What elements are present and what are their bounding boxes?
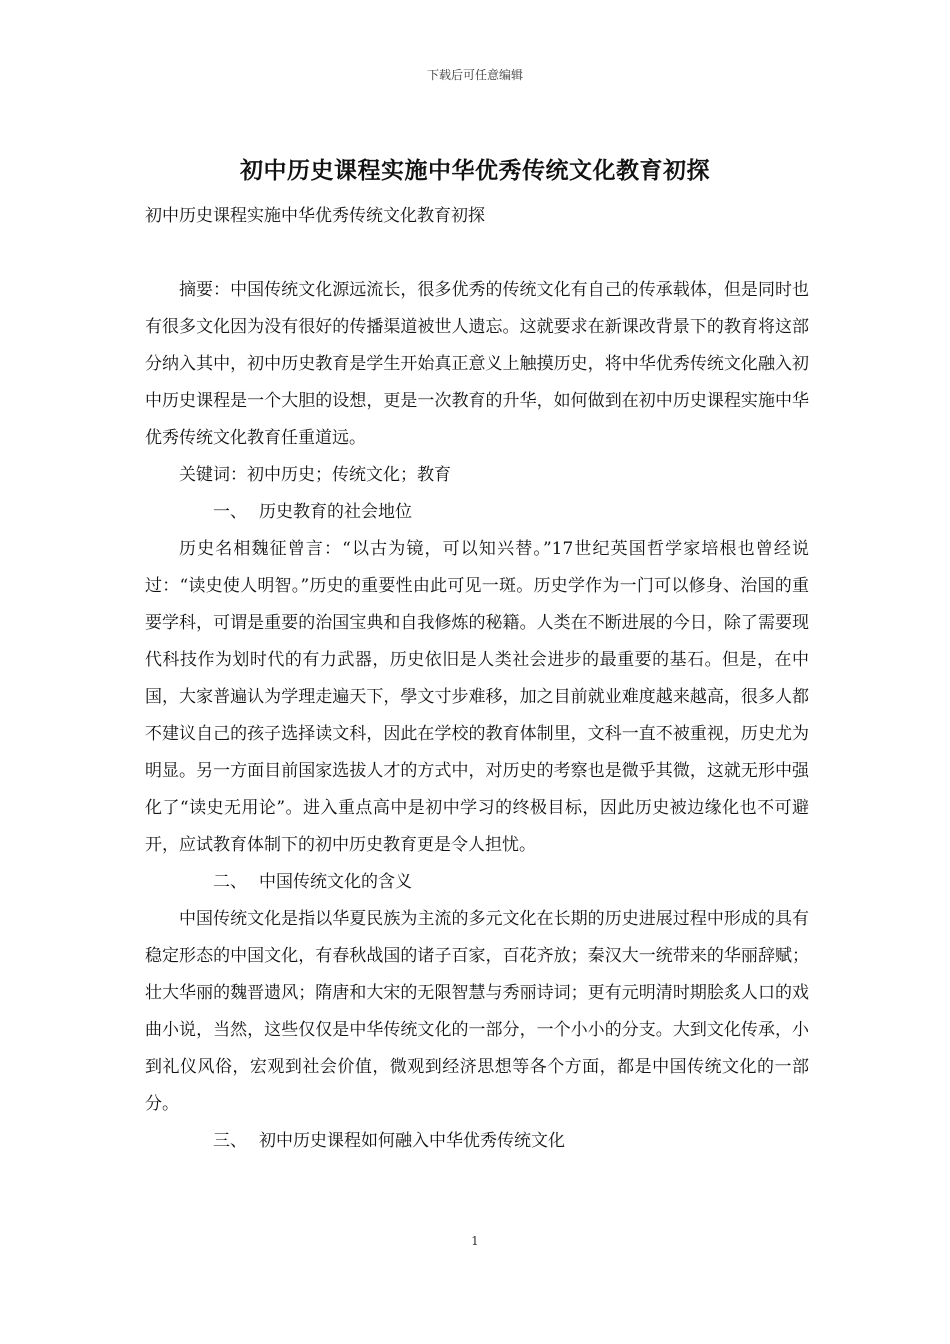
section-title: 中国传统文化的含义 — [259, 872, 412, 892]
page-number: 1 — [471, 1234, 479, 1248]
document-body — [145, 272, 809, 1160]
document-subtitle: 初中历史课程实施中华优秀传统文化教育初探 — [145, 206, 485, 226]
section-title: 历史教育的社会地位 — [259, 502, 412, 522]
document-title: 初中历史课程实施中华优秀传统文化教育初探 — [240, 157, 710, 184]
header-note: 下载后可任意编辑 — [426, 68, 523, 82]
abstract-paragraph: 摘要：中国传统文化源远流长，很多优秀的传统文化有自己的传承载体，但是同时也有很多文化因为没有很好的传播渠道被世人遗忘。这就要求在新课改背景下的教育将这部分纳入其中，初中历史教育是学生开始真正意义上触摸历史，将中华优秀传统文化融入初中历史课程是一个大胆的设想，更是一次教育的升华，如何做到在初中历史课程实施中华优秀传统文化教育任重道远。 — [145, 280, 809, 448]
section-heading-1 — [145, 494, 809, 531]
section-number: 三、 — [213, 1131, 247, 1151]
section-paragraph-1: 历史名相魏征曾言：“以古为镜，可以知兴替。”17世纪英国哲学家培根也曾经说过：“读史使人明智。”历史的重要性由此可见一斑。历史学作为一门可以修身、治国的重要学科，可谓是重要的治国宝典和自我修炼的秘籍。人类在不断进展的今日，除了需要现代科技作为划时代的有力武器，历史依旧是人类社会进步的最重要的基石。但是，在中国，大家普遍认为学理走遍天下，學文寸步难移，加之目前就业难度越来越高，很多人都不建议自己的孩子选择读文科，因此在学校的教育体制里，文科一直不被重视，历史尤为明显。另一方面目前国家选拔人才的方式中，对历史的考察也是微乎其微，这就无形中强化了“读史无用论”。进入重点高中是初中学习的终极目标，因此历史被边缘化也不可避开，应试教育体制下的初中历史教育更是令人担忧。 — [145, 539, 809, 855]
section-number: 一、 — [213, 502, 247, 522]
section-number: 二、 — [213, 872, 247, 892]
section-heading-3 — [145, 1123, 809, 1160]
keywords-line: 关键词：初中历史；传统文化；教育 — [179, 465, 451, 485]
section-title: 初中历史课程如何融入中华优秀传统文化 — [259, 1131, 565, 1151]
section-heading-2 — [145, 864, 809, 901]
section-paragraph-2: 中国传统文化是指以华夏民族为主流的多元文化在长期的历史进展过程中形成的具有稳定形态的中国文化，有春秋战国的诸子百家，百花齐放；秦汉大一统带来的华丽辞赋；壮大华丽的魏晋遗风；隋唐和大宋的无限智慧与秀丽诗词；更有元明清时期脍炙人口的戏曲小说，当然，这些仅仅是中华传统文化的一部分，一个小小的分支。大到文化传承，小到礼仪风俗，宏观到社会价值，微观到经济思想等各个方面，都是中国传统文化的一部分。 — [145, 909, 809, 1114]
